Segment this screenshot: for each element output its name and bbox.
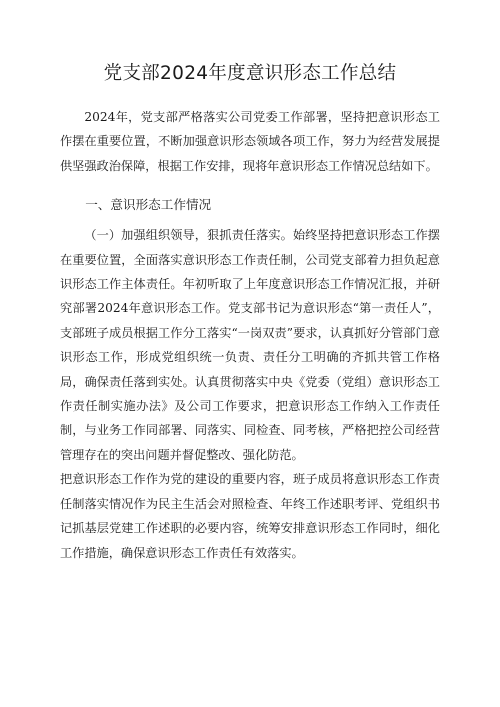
intro-paragraph: 2024年，党支部严格落实公司党委工作部署，坚持把意识形态工作摆在重要位置，不断加强意识形态领域各项工作，努力为经营发展提供坚强政治保障，根据工作安排，现将年意识形态工作情况总结如下。 [60,110,440,173]
body-paragraph-1: （一）加强组织领导，狠抓责任落实。始终坚持把意识形态工作摆在重要位置，全面落实意识形态工作责任制，公司党支部着力担负起意识形态工作主体责任。年初听取了上年度意识形态工作情况汇报，并研究部署2024年意识形态工作。党支部书记为意识形态“第一责任人”，支部班子成员根据工作分工落实“一岗双责”要求，认真抓好分管部门意识形态工作，形成党组织统一负责、责任分工明确的齐抓共管工作格局，确保责任落到实处。认真贯彻落实中央《党委（党组）意识形态工作责任制实施办法》及公司工作要求，把意识形态工作纳入工作责任制，与业务工作同部署、同落实、同检查、同考核，严格把控公司经营管理存在的突出问题并督促整改、强化防范。 [60,228,440,462]
document-title: 党支部2024年度意识形态工作总结 [103,63,397,84]
body-paragraph-2: 把意识形态工作作为党的建设的重要内容，班子成员将意识形态工作责任制落实情况作为民主生活会对照检查、年终工作述职考评、党组织书记抓基层党建工作述职的必要内容，统筹安排意识形态工作同时，细化工作措施，确保意识形态工作责任有效落实。 [60,472,440,560]
section-heading: 一、意识形态工作情况 [85,197,212,213]
